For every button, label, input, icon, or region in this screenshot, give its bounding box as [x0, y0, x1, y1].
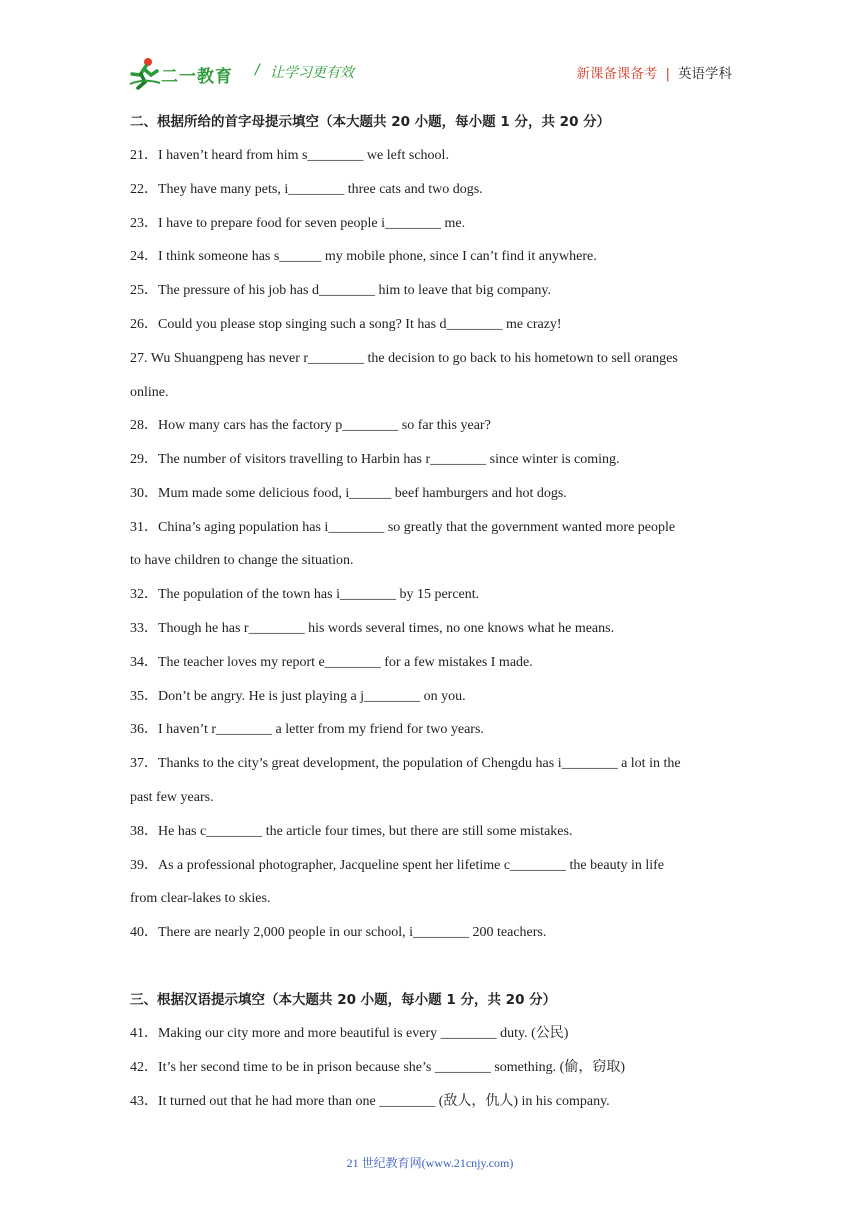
question-31: 31．China’s aging population has i________ so greatly that the government wanted more people: [130, 520, 676, 535]
question-34: 34．The teacher loves my report e________ for a few mistakes I made.: [130, 655, 533, 670]
question-27-cont: online.: [130, 385, 169, 400]
question-37-cont: past few years.: [130, 790, 214, 805]
question-36: 36．I haven’t r________ a letter from my friend for two years.: [130, 722, 484, 737]
logo-text: 二一教育: [161, 67, 233, 87]
question-31-cont: to have children to change the situation.: [130, 553, 354, 568]
header-right: [576, 62, 732, 82]
question-38: 38．He has c________ the article four times, but there are still some mistakes.: [130, 824, 573, 839]
question-41: 41．Making our city more and more beautiful is every ________ duty. (公民): [130, 1026, 569, 1041]
question-25: 25．The pressure of his job has d________ him to leave that big company.: [130, 283, 551, 298]
page-header: [128, 56, 732, 92]
question-32: 32．The population of the town has i________ by 15 percent.: [130, 587, 480, 602]
header-slogan: 让学习更有效: [270, 65, 354, 81]
header-subject: 英语学科: [678, 66, 732, 82]
question-28: 28．How many cars has the factory p________ so far this year?: [130, 418, 491, 433]
question-40: 40．There are nearly 2,000 people in our school, i________ 200 teachers.: [130, 925, 547, 940]
question-22: 22．They have many pets, i________ three cats and two dogs.: [130, 182, 483, 197]
question-33: 33．Though he has r________ his words several times, no one knows what he means.: [130, 621, 615, 636]
question-30: 30．Mum made some delicious food, i______ beef hamburgers and hot dogs.: [130, 486, 567, 501]
question-42: 42．It’s her second time to be in prison because she’s ________ something. (偷，窃取): [130, 1060, 625, 1075]
section-heading-initial-letter: 二、根据所给的首字母提示填空（本大题共 20 小题，每小题 1 分，共 20 分）: [130, 114, 611, 130]
question-21: 21．I haven’t heard from him s________ we left school.: [130, 148, 449, 163]
question-24: 24．I think someone has s______ my mobile phone, since I can’t find it anywhere.: [130, 249, 597, 264]
question-27: 27. Wu Shuangpeng has never r________ the decision to go back to his hometown to sell oranges: [130, 351, 678, 366]
question-23: 23．I have to prepare food for seven people i________ me.: [130, 216, 466, 231]
question-37: 37．Thanks to the city’s great development, the population of Chengdu has i________ a lot in the: [130, 756, 681, 771]
question-26: 26．Could you please stop singing such a song? It has d________ me crazy!: [130, 317, 562, 332]
header-course-label: 新课备课备考: [576, 66, 658, 82]
question-39-cont: from clear-lakes to skies.: [130, 891, 271, 906]
section-heading-chinese-hint: 三、根据汉语提示填空（本大题共 20 小题，每小题 1 分，共 20 分）: [130, 992, 557, 1008]
question-43: 43．It turned out that he had more than one ________ (敌人，仇人) in his company.: [130, 1094, 610, 1109]
page-footer: 21 世纪教育网(www.21cnjy.com): [346, 1156, 514, 1170]
question-29: 29．The number of visitors travelling to Harbin has r________ since winter is coming.: [130, 452, 620, 467]
header-divider: |: [665, 66, 670, 82]
runner-logo-icon: [128, 56, 162, 90]
question-39: 39．As a professional photographer, Jacqueline spent her lifetime c________ the beauty in life: [130, 858, 665, 873]
header-slash: /: [255, 62, 260, 78]
brand-logo: [128, 56, 240, 90]
question-35: 35．Don’t be angry. He is just playing a j________ on you.: [130, 689, 466, 704]
